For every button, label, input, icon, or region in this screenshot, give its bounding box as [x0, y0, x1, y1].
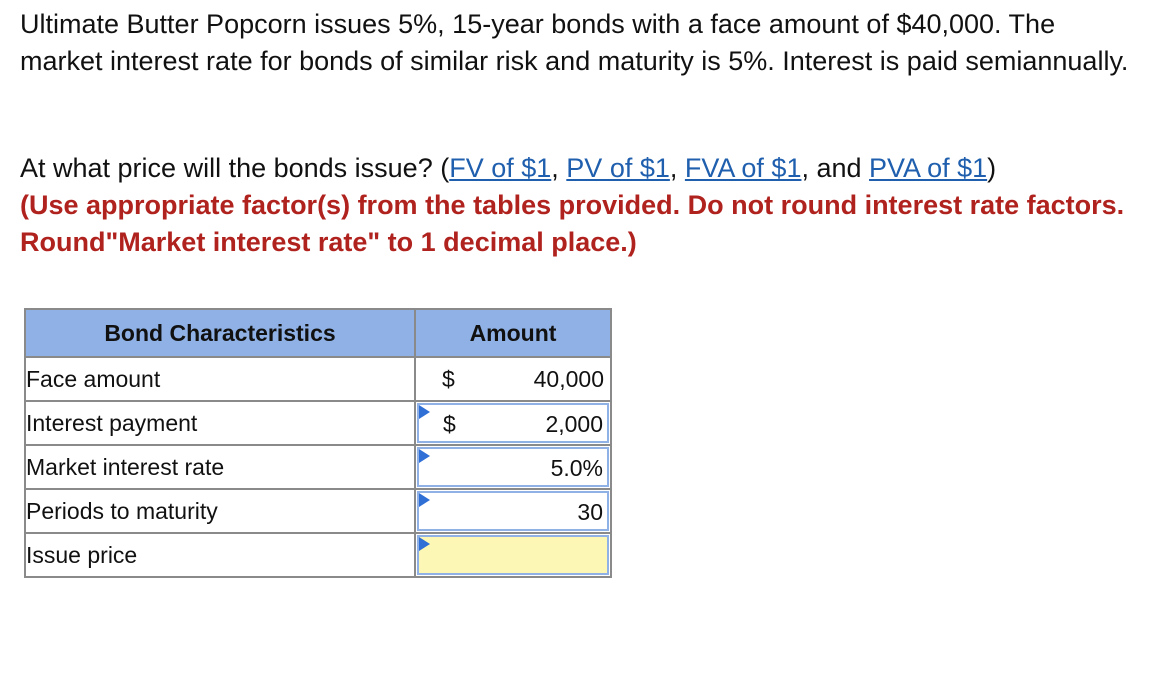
prompt-suffix: ) [987, 153, 997, 183]
bond-characteristics-table [24, 308, 612, 578]
currency-symbol: $ [442, 366, 455, 392]
table-header-row [25, 309, 611, 357]
face-amount-cell [415, 357, 611, 401]
instructions: (Use appropriate factor(s) from the tables provided. Do not round interest rate factors. Round"Market interest rate" to 1 decimal place.) [20, 190, 1125, 257]
row-label-face-amount: Face amount [25, 357, 415, 401]
issue-price-input[interactable] [417, 535, 609, 575]
currency-symbol: $ [443, 411, 456, 437]
separator: , [669, 153, 685, 183]
row-label-market-interest-rate: Market interest rate [25, 445, 415, 489]
input-flag-icon [419, 449, 430, 463]
interest-payment-cell [415, 401, 611, 445]
table-row [25, 401, 611, 445]
market-interest-rate-value: 5.0% [550, 455, 603, 481]
face-amount-value: 40,000 [533, 366, 604, 392]
link-fv-table[interactable]: FV of $1 [449, 153, 552, 183]
prompt-prefix: At what price will the bonds issue? ( [20, 153, 450, 183]
periods-cell [415, 489, 611, 533]
header-amount: Amount [415, 309, 611, 357]
separator: , and [801, 153, 870, 183]
periods-to-maturity-value: 30 [577, 499, 603, 525]
link-fva-table[interactable]: FVA of $1 [684, 153, 802, 183]
link-pv-table[interactable]: PV of $1 [566, 153, 670, 183]
row-label-interest-payment: Interest payment [25, 401, 415, 445]
table-row [25, 489, 611, 533]
issue-price-cell [415, 533, 611, 577]
market-rate-cell [415, 445, 611, 489]
row-label-periods-to-maturity: Periods to maturity [25, 489, 415, 533]
input-flag-icon [419, 405, 430, 419]
separator: , [551, 153, 567, 183]
interest-payment-input[interactable] [417, 403, 609, 443]
row-label-issue-price: Issue price [25, 533, 415, 577]
question-prompt [20, 150, 1140, 261]
link-pva-table[interactable]: PVA of $1 [869, 153, 988, 183]
table-row [25, 445, 611, 489]
table-row [25, 533, 611, 577]
input-flag-icon [419, 537, 430, 551]
table-row [25, 357, 611, 401]
input-flag-icon [419, 493, 430, 507]
question-intro: Ultimate Butter Popcorn issues 5%, 15-year bonds with a face amount of $40,000. The market interest rate for bonds of similar risk and maturity is 5%. Interest is paid semiannually. [20, 9, 1129, 76]
header-bond-characteristics: Bond Characteristics [25, 309, 415, 357]
periods-to-maturity-input[interactable] [417, 491, 609, 531]
interest-payment-value: 2,000 [545, 411, 603, 437]
market-interest-rate-input[interactable] [417, 447, 609, 487]
